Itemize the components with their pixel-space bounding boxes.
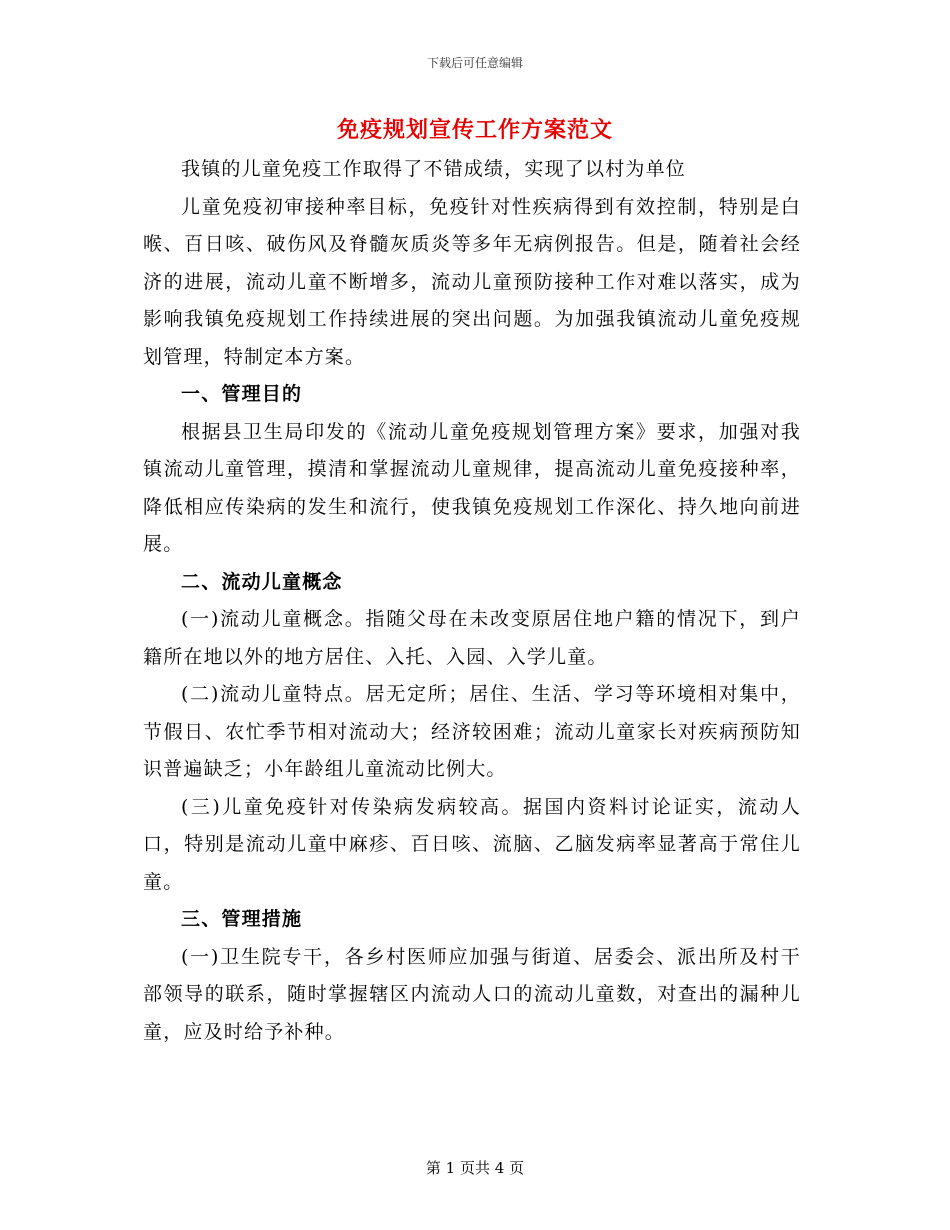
paragraph-section-2-a: (一)流动儿童概念。指随父母在未改变原居住地户籍的情况下，到户籍所在地以外的地方居住、入托、入园、入学儿童。 <box>143 608 801 668</box>
page-footer: 第 1 页共 4 页 <box>425 1159 525 1177</box>
header-note: 下载后可任意编辑 <box>426 56 523 70</box>
document-title: 免疫规划宣传工作方案范文 <box>336 117 613 143</box>
paragraph-section-3-a: (一)卫生院专干，各乡村医师应加强与街道、居委会、派出所及村干部领导的联系，随时掌握辖区内流动人口的流动儿童数，对查出的漏种儿童，应及时给予补种。 <box>143 945 801 1043</box>
paragraph-section-2-c: (三)儿童免疫针对传染病发病较高。据国内资料讨论证实，流动人口，特别是流动儿童中麻疹、百日咳、流脑、乙脑发病率显著高于常住儿童。 <box>143 795 801 893</box>
section-heading-3: 三、管理措施 <box>181 908 303 930</box>
section-heading-1: 一、管理目的 <box>181 383 303 405</box>
paragraph-section-1: 根据县卫生局印发的《流动儿童免疫规划管理方案》要求，加强对我镇流动儿童管理，摸清和掌握流动儿童规律，提高流动儿童免疫接种率，降低相应传染病的发生和流行，使我镇免疫规划工作深化、持久地向前进展。 <box>143 420 801 555</box>
section-heading-2: 二、流动儿童概念 <box>181 570 343 593</box>
paragraph-section-2-b: (二)流动儿童特点。居无定所；居住、生活、学习等环境相对集中，节假日、农忙季节相对流动大；经济较困难；流动儿童家长对疾病预防知识普遍缺乏；小年龄组儿童流动比例大。 <box>143 683 801 780</box>
document-body <box>143 151 801 1051</box>
paragraph-intro-1: 我镇的儿童免疫工作取得了不错成绩，实现了以村为单位 <box>181 158 687 180</box>
paragraph-intro-2: 儿童免疫初审接种率目标，免疫针对性疾病得到有效控制，特别是白喉、百日咳、破伤风及脊髓灰质炎等多年无病例报告。但是，随着社会经济的进展，流动儿童不断增多，流动儿童预防接种工作对难以落实，成为影响我镇免疫规划工作持续进展的突出问题。为加强我镇流动儿童免疫规划管理，特制定本方案。 <box>143 195 801 368</box>
